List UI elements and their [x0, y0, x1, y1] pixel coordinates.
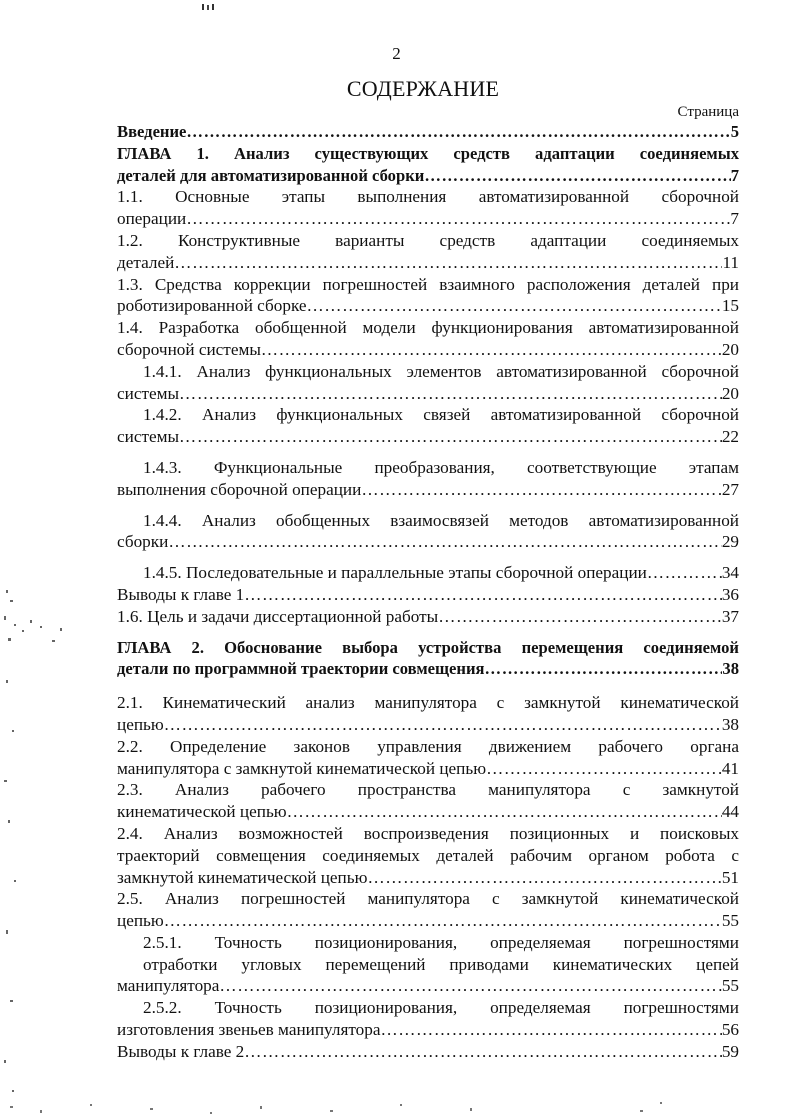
toc-entry-title: замкнутой кинематической цепью [117, 867, 368, 887]
dot-leader [647, 562, 722, 584]
toc-entry-text-line: 1.1. Основные этапы выполнения автоматизированной сборочной [117, 187, 739, 207]
toc-entry [117, 457, 739, 501]
dot-leader [307, 295, 722, 317]
toc-entry [117, 997, 739, 1041]
toc-entry-title: цепью [117, 911, 164, 931]
toc-entry-text-line: ГЛАВА 1. Анализ существующих средств адаптации соединяемых [117, 143, 739, 163]
toc-entry [117, 606, 739, 628]
dot-leader [164, 714, 722, 736]
toc-entry-leader-line [117, 910, 739, 932]
dot-leader [174, 252, 722, 274]
dot-leader [361, 479, 721, 501]
toc-entry-leader-line [117, 426, 739, 448]
toc-entry-leader-line [117, 867, 739, 889]
toc-entry [117, 143, 739, 187]
toc-entry-title: 1.6. Цель и задачи диссертационной работы [117, 606, 439, 626]
toc-entry-leader-line [117, 165, 739, 187]
dot-leader [380, 1019, 721, 1041]
toc-entry-text-line: 2.2. Определение законов управления движением рабочего органа [117, 736, 739, 756]
dot-leader [438, 606, 722, 628]
toc-page-number: 11 [722, 252, 739, 272]
toc-entry-text-line: траекторий совмещения соединяемых деталей рабочим органом робота с [117, 845, 739, 865]
toc-entry-text-line: 1.2. Конструктивные варианты средств адаптации соединяемых [117, 230, 739, 250]
toc-entry-title: цепью [117, 714, 164, 734]
toc-page-number: 22 [721, 427, 739, 447]
toc-page-number: 36 [721, 584, 739, 604]
toc-page-number: 20 [721, 339, 739, 359]
toc-page-number: 34 [721, 563, 739, 583]
toc-page-number: 15 [721, 296, 739, 316]
toc-entry [117, 317, 739, 361]
toc-entry-title: изготовления звеньев манипулятора [117, 1020, 381, 1040]
toc-entry-title: деталей [117, 252, 175, 272]
toc-page-number: 44 [721, 802, 739, 822]
toc-entry-title: 1.4.5. Последовательные и параллельные этапы сборочной операции [143, 563, 647, 583]
toc-entry-text-line: 1.3. Средства коррекции погрешностей взаимного расположения деталей при [117, 274, 739, 294]
toc-entry [117, 510, 739, 554]
toc-entry [117, 404, 739, 448]
toc-entry [117, 274, 739, 318]
dot-leader [179, 426, 722, 448]
dot-leader [261, 339, 722, 361]
toc-entry [117, 584, 739, 606]
toc-entry-leader-line [117, 975, 739, 997]
toc-entry [117, 736, 739, 780]
page-column-label: Страница [677, 104, 739, 120]
toc-entry-title: операции [117, 209, 187, 229]
toc-page-number: 7 [730, 165, 739, 185]
toc-entry-leader-line [117, 479, 739, 501]
toc-page-number: 38 [722, 659, 739, 679]
toc-entry-text-line: 2.5.1. Точность позиционирования, определяемая погрешностями [143, 932, 739, 952]
toc-entry-leader-line [117, 208, 739, 230]
toc-entry-text-line: 2.5. Анализ погрешностей манипулятора с замкнутой кинематической [117, 889, 739, 909]
toc-entry [117, 637, 739, 681]
table-of-contents [117, 121, 739, 1063]
toc-entry-leader-line [117, 383, 739, 405]
toc-entry [117, 1041, 739, 1063]
toc-page-number: 7 [730, 209, 739, 229]
toc-entry [117, 121, 739, 143]
toc-page-number: 41 [721, 758, 739, 778]
dot-leader [219, 975, 721, 997]
toc-entry-title: Выводы к главе 2 [117, 1041, 245, 1061]
toc-entry [117, 888, 739, 932]
toc-entry-text-line: ГЛАВА 2. Обоснование выбора устройства перемещения соединяемой [117, 637, 739, 657]
toc-entry-text-line: 1.4.1. Анализ функциональных элементов автоматизированной сборочной [143, 361, 739, 381]
toc-entry-title: Введение [117, 122, 187, 141]
toc-entry-text-line: отработки угловых перемещений приводами кинематических цепей [143, 954, 739, 974]
toc-entry-title: системы [117, 427, 180, 447]
scan-speck-top [200, 2, 220, 12]
toc-page-number: 20 [721, 383, 739, 403]
toc-page-number: 27 [721, 479, 739, 499]
toc-entry [117, 823, 739, 888]
dot-leader [244, 584, 722, 606]
page-number: 2 [392, 44, 401, 63]
toc-entry [117, 186, 739, 230]
dot-leader [244, 1041, 722, 1063]
dot-leader [186, 208, 730, 230]
toc-entry-title: деталей для автоматизированной сборки [117, 165, 425, 185]
toc-entry-text-line: 1.4.4. Анализ обобщенных взаимосвязей методов автоматизированной [143, 510, 739, 530]
dot-leader [424, 165, 730, 187]
dot-leader [164, 910, 722, 932]
toc-entry-leader-line [143, 562, 739, 584]
toc-entry-leader-line [117, 801, 739, 823]
toc-entry-leader-line [117, 121, 739, 143]
toc-page-number: 5 [730, 122, 739, 141]
toc-entry [117, 932, 739, 997]
toc-entry [117, 562, 739, 584]
toc-entry-text-line: 2.4. Анализ возможностей воспроизведения позиционных и поисковых [117, 823, 739, 843]
toc-entry [117, 230, 739, 274]
toc-entry-title: сборки [117, 532, 169, 552]
toc-entry-leader-line [117, 1019, 739, 1041]
toc-entry [117, 692, 739, 736]
toc-page-number: 29 [721, 532, 739, 552]
toc-page-number: 59 [721, 1041, 739, 1061]
dot-leader [287, 801, 722, 823]
toc-entry-leader-line [117, 1041, 739, 1063]
toc-entry-leader-line [117, 339, 739, 361]
dot-leader [179, 383, 722, 405]
toc-page-number: 37 [721, 606, 739, 626]
toc-entry-title: выполнения сборочной операции [117, 479, 362, 499]
dot-leader [486, 758, 722, 780]
toc-entry-leader-line [117, 606, 739, 628]
toc-entry-leader-line [117, 758, 739, 780]
toc-entry-leader-line [117, 252, 739, 274]
toc-entry-title: манипулятора [117, 976, 220, 996]
toc-entry-text-line: 1.4.2. Анализ функциональных связей автоматизированной сборочной [143, 405, 739, 425]
toc-entry-title: системы [117, 383, 180, 403]
contents-heading: СОДЕРЖАНИЕ [346, 76, 500, 101]
toc-entry-title: манипулятора с замкнутой кинематической цепью [117, 758, 487, 778]
toc-entry-leader-line [117, 658, 739, 680]
toc-entry-leader-line [117, 531, 739, 553]
toc-entry-leader-line [117, 714, 739, 736]
dot-leader [367, 867, 721, 889]
toc-entry [117, 361, 739, 405]
toc-page-number: 56 [721, 1020, 739, 1040]
toc-entry-title: кинематической цепью [117, 802, 287, 822]
toc-entry-leader-line [117, 295, 739, 317]
dot-leader [186, 121, 730, 143]
dot-leader [485, 658, 723, 680]
toc-entry-text-line: 1.4.3. Функциональные преобразования, соответствующие этапам [143, 457, 739, 477]
toc-entry-title: детали по программной траектории совмещения [117, 659, 485, 679]
toc-entry-title: роботизированной сборке [117, 296, 307, 316]
toc-page-number: 51 [721, 867, 739, 887]
scan-edge-noise-left [0, 580, 90, 1120]
toc-page-number: 38 [721, 714, 739, 734]
scan-edge-noise-bottom [0, 1098, 793, 1120]
toc-page-number: 55 [721, 911, 739, 931]
toc-entry-text-line: 2.3. Анализ рабочего пространства манипулятора с замкнутой [117, 780, 739, 800]
toc-entry-title: сборочной системы [117, 339, 261, 359]
toc-entry-text-line: 2.5.2. Точность позиционирования, определяемая погрешностями [143, 998, 739, 1018]
toc-entry [117, 779, 739, 823]
toc-entry-title: Выводы к главе 1 [117, 584, 245, 604]
toc-page-number: 55 [721, 976, 739, 996]
toc-entry-text-line: 2.1. Кинематический анализ манипулятора с замкнутой кинематической [117, 693, 739, 713]
dot-leader [168, 531, 721, 553]
toc-entry-leader-line [117, 584, 739, 606]
toc-entry-text-line: 1.4. Разработка обобщенной модели функционирования автоматизированной [117, 318, 739, 338]
